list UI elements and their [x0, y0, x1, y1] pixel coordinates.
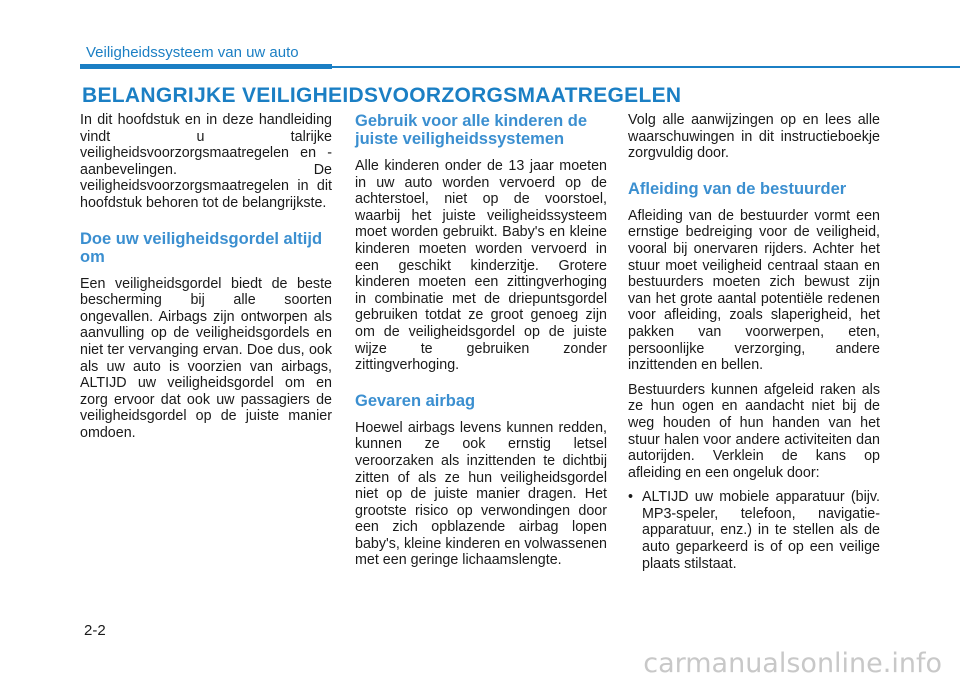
intro-paragraph: In dit hoofdstuk en in deze handleiding vindt u talrijke veiligheidsvoorzorgsmaatregelen en -aanbevelingen. De veiligheidsvoorzorgsmaatregelen in dit hoofdstuk behoren tot de belangrijkste. — [80, 112, 332, 211]
header-rule-thin — [332, 66, 960, 68]
column-2 — [355, 112, 607, 569]
bullet-icon: • — [628, 489, 634, 506]
section-header-title: Veiligheidssysteem van uw auto — [86, 44, 299, 61]
heading-airbag: Gevaren airbag — [355, 391, 476, 410]
column-3 — [628, 112, 880, 572]
page-number: 2-2 — [84, 622, 106, 639]
children-paragraph: Alle kinderen onder de 13 jaar moeten in uw auto worden vervoerd op de achterstoel, niet op de voorstoel, waarbij het juiste veiligheidssysteem moet worden gebruikt. Baby's en kleine kinderen moeten worden vervoerd in een geschikt kinderzitje. Grotere kinderen moeten een zittingverhoging in combinatie met de driepuntsgordel gebruiken totdat ze groot genoeg zijn om de veiligheidsgordel op de juiste wijze te gebruiken zonder zittingverhoging. — [355, 158, 607, 374]
heading-seatbelt: Doe uw veiligheidsgordel altijd om — [80, 229, 323, 266]
list-item — [628, 489, 880, 572]
header-rule-thick — [80, 64, 332, 69]
airbag-paragraph: Hoewel airbags levens kunnen redden, kunnen ze ook ernstig letsel veroorzaken als inzittenden te dichtbij zitten of als ze hun veiligheidsgordel niet op de juiste manier dragen. Het grootste risico op verwondingen door een zich opblazende airbag lopen baby's, kleine kinderen en volwassenen met een geringe lichaamslengte. — [355, 419, 607, 569]
heading-distraction: Afleiding van de bestuurder — [628, 179, 847, 198]
bullet-text: ALTIJD uw mobiele apparatuur (bijv. MP3-speler, telefoon, navigatie-apparatuur, enz.) in te stellen als de auto geparkeerd is of op een veilige plaats stilstaat. — [642, 489, 880, 572]
distraction-paragraph-2: Bestuurders kunnen afgeleid raken als ze hun ogen en aandacht niet bij de weg houden of hun handen van het stuur halen voor andere activiteiten dan autorijden. Verklein de kans op afleiding en een ongeluk door: — [628, 381, 880, 481]
instructions-paragraph: Volg alle aanwijzingen op en lees alle waarschuwingen in dit instructieboekje zorgvuldig door. — [628, 112, 880, 162]
watermark: carmanualsonline.info — [643, 648, 942, 679]
heading-children: Gebruik voor alle kinderen de juiste veiligheidssystemen — [355, 112, 587, 148]
distraction-paragraph-1: Afleiding van de bestuurder vormt een ernstige bedreiging voor de veiligheid, vooral bij onervaren rijders. Achter het stuur moet veiligheid centraal staan en bestuurders moeten zich bewust zijn van het grote aantal potentiële redenen voor afleiding, zoals slaperigheid, het pakken van voorwerpen, eten, persoonlijke verzorging, andere inzittenden en bellen. — [628, 207, 880, 374]
seatbelt-paragraph: Een veiligheidsgordel biedt de beste bescherming bij alle soorten ongevallen. Airbags zijn ontworpen als aanvulling op de veiligheidsgordels en niet ter vervanging ervan. Doe dus, ook als uw auto is voorzien van airbags, ALTIJD uw veiligheidsgordel om en zorg ervoor dat ook uw passagiers de veiligheidsgordel op de juiste manier omdoen. — [80, 275, 332, 441]
column-1 — [80, 112, 332, 442]
page-title: BELANGRIJKE VEILIGHEIDSVOORZORGSMAATREGELEN — [82, 84, 682, 107]
